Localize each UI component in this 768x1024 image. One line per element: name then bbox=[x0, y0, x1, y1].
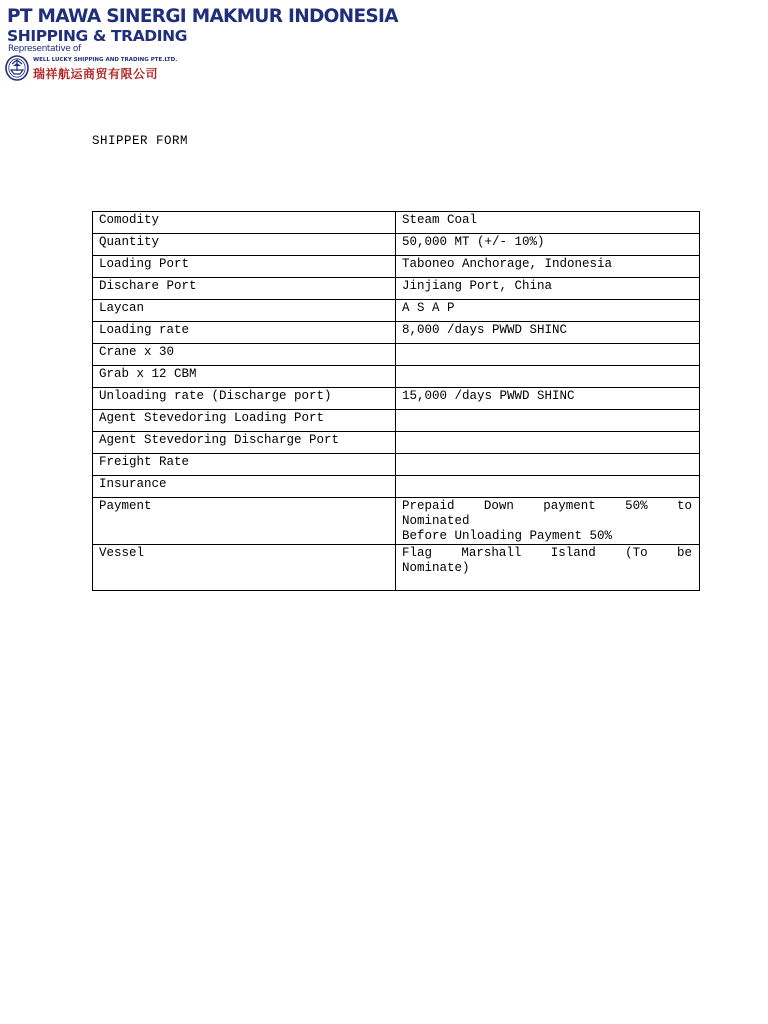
row-value bbox=[396, 545, 700, 591]
ship-emblem-icon bbox=[5, 55, 29, 81]
row-value: Taboneo Anchorage, Indonesia bbox=[396, 256, 700, 278]
principal-name: WELL LUCKY SHIPPING AND TRADING PTE.LTD. bbox=[33, 57, 178, 63]
table-row bbox=[93, 344, 700, 366]
table-row bbox=[93, 212, 700, 234]
row-label: Grab x 12 CBM bbox=[93, 366, 396, 388]
row-label: Loading Port bbox=[93, 256, 396, 278]
table-row bbox=[93, 322, 700, 344]
shipper-form-table bbox=[92, 211, 700, 591]
row-value: Jinjiang Port, China bbox=[396, 278, 700, 300]
row-value bbox=[396, 432, 700, 454]
table-row bbox=[93, 234, 700, 256]
table-row bbox=[93, 366, 700, 388]
row-value bbox=[396, 498, 700, 545]
form-title: SHIPPER FORM bbox=[92, 134, 189, 148]
table-row bbox=[93, 410, 700, 432]
payment-line: Prepaid Down payment 50% to bbox=[402, 499, 692, 513]
row-value bbox=[396, 366, 700, 388]
row-label: Payment bbox=[93, 498, 396, 545]
table-row bbox=[93, 300, 700, 322]
row-value: A S A P bbox=[396, 300, 700, 322]
table-row bbox=[93, 388, 700, 410]
row-value bbox=[396, 410, 700, 432]
table-row bbox=[93, 498, 700, 545]
row-label: Laycan bbox=[93, 300, 396, 322]
row-label: Quantity bbox=[93, 234, 396, 256]
row-label: Agent Stevedoring Loading Port bbox=[93, 410, 396, 432]
vessel-line: Nominate) bbox=[402, 561, 470, 575]
table-row bbox=[93, 432, 700, 454]
row-label: Unloading rate (Discharge port) bbox=[93, 388, 396, 410]
row-label: Agent Stevedoring Discharge Port bbox=[93, 432, 396, 454]
row-value: Steam Coal bbox=[396, 212, 700, 234]
table-row bbox=[93, 545, 700, 591]
row-label: Freight Rate bbox=[93, 454, 396, 476]
row-value bbox=[396, 344, 700, 366]
row-label: Dischare Port bbox=[93, 278, 396, 300]
row-value: 15,000 /days PWWD SHINC bbox=[396, 388, 700, 410]
representative-label: Representative of bbox=[8, 44, 81, 54]
table-row bbox=[93, 454, 700, 476]
table-row bbox=[93, 256, 700, 278]
table-row bbox=[93, 476, 700, 498]
table-row bbox=[93, 278, 700, 300]
row-value: 50,000 MT (+/- 10%) bbox=[396, 234, 700, 256]
vessel-line: Flag Marshall Island (To be bbox=[402, 546, 692, 560]
row-label: Loading rate bbox=[93, 322, 396, 344]
row-value bbox=[396, 476, 700, 498]
principal-name-chinese: 瑞祥航运商贸有限公司 bbox=[33, 67, 159, 81]
row-value: 8,000 /days PWWD SHINC bbox=[396, 322, 700, 344]
payment-line: Before Unloading Payment 50% bbox=[402, 529, 613, 543]
payment-line: Nominated bbox=[402, 514, 470, 528]
row-label: Vessel bbox=[93, 545, 396, 591]
row-value bbox=[396, 454, 700, 476]
row-label: Insurance bbox=[93, 476, 396, 498]
row-label: Crane x 30 bbox=[93, 344, 396, 366]
company-division: SHIPPING & TRADING bbox=[7, 27, 188, 45]
company-name: PT MAWA SINERGI MAKMUR INDONESIA bbox=[7, 6, 398, 27]
row-label: Comodity bbox=[93, 212, 396, 234]
